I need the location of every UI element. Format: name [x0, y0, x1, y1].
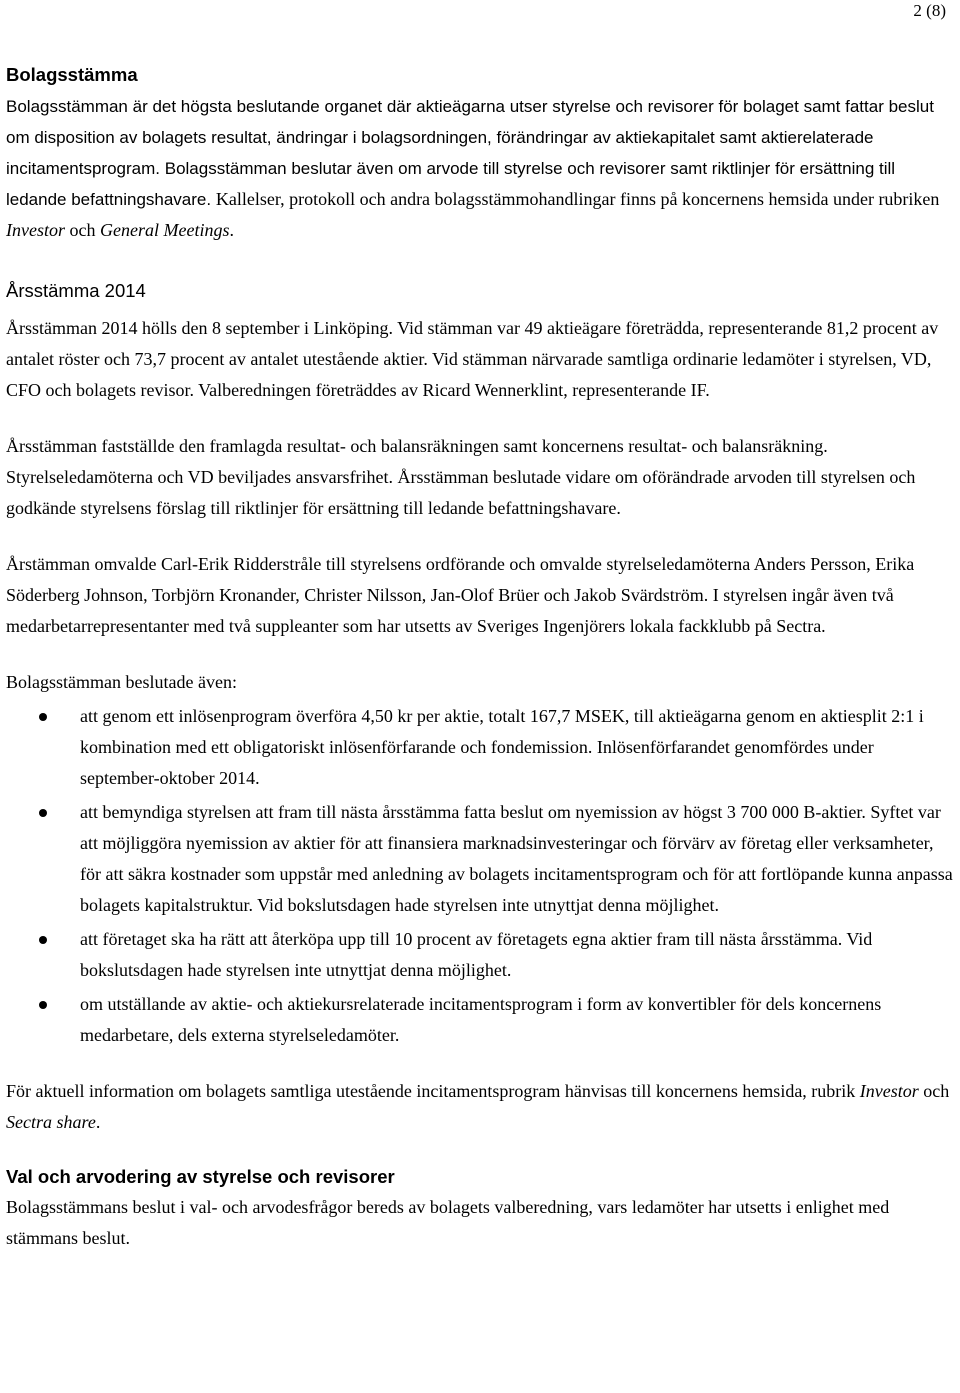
sectra-share-reference: Sectra share: [6, 1112, 96, 1132]
bullet-icon: [39, 1001, 47, 1009]
list-item-text: att genom ett inlösenprogram överföra 4,50 kr per aktie, totalt 167,7 MSEK, till aktieägarna genom en aktiesplit 2:1 i kombination med ett obligatoriskt inlösenförfarande och fondemission. Inlösenförfarandet genomfördes under september-oktober 2014.: [80, 706, 924, 788]
page-number: 2 (8): [913, 1, 946, 20]
period-text-2: .: [95, 1112, 101, 1132]
paragraph-bolagsstamma-intro: [6, 91, 956, 246]
list-item-text: att bemyndiga styrelsen att fram till nästa årsstämma fatta beslut om nyemission av högst 3 700 000 B-aktier. Syftet var att möjliggöra nyemission av aktier för att finansiera marknadsinvesteringar och förvärv av företag eller verksamheter, för att säkra kostnader som uppstår med anledning av bolagets incitamentsprogram och för att fortlöpande kunna anpassa bolagets kapitalstruktur. Vid bokslutsdagen hade styrelsen inte utnyttjat denna möjlighet.: [80, 802, 953, 915]
paragraph-arsstamma-board-election: Årstämman omvalde Carl-Erik Ridderstråle till styrelsens ordförande och omvalde styrelseledamöterna Anders Persson, Erika Söderberg Johnson, Torbjörn Kronander, Christer Nilsson, Jan-Olof Brüer och Jakob Svärdström. I styrelsen ingår även två medarbetarrepresentanter med två suppleanter som har utsetts av Sveriges Ingenjörers lokala fackklubb på Sectra.: [6, 554, 915, 636]
period-text: .: [229, 220, 234, 240]
investor-reference-2: Investor: [859, 1081, 919, 1101]
investor-reference: Investor: [6, 220, 65, 240]
paragraph-val-och-arvodering: Bolagsstämmans beslut i val- och arvodesfrågor bereds av bolagets valberedning, vars ledamöter har utsetts i enlighet med stämmans beslut.: [6, 1197, 890, 1248]
och-text-2: och: [923, 1081, 950, 1101]
list-item: [6, 701, 956, 794]
section-heading-val-och-arvodering: Val och arvodering av styrelse och revisorer: [6, 1166, 395, 1187]
list-item-text: om utställande av aktie- och aktiekursrelaterade incitamentsprogram i form av konvertibler för dels koncernens medarbetare, dels externa styrelseledamöter.: [80, 994, 882, 1045]
bullet-icon: [39, 809, 47, 817]
decision-list: [6, 701, 956, 1051]
paragraph-arsstamma-decisions: Årsstämman fastställde den framlagda resultat- och balansräkningen samt koncernens resultat- och balansräkning. Styrelseledamöterna och VD beviljades ansvarsfrihet. Årsstämman beslutade vidare om oförändrade arvoden till styrelsen och godkände styrelsens förslag till riktlinjer för ersättning till ledande befattningshavare.: [6, 436, 916, 518]
paragraph-arsstamma-attendance: Årsstämman 2014 hölls den 8 september i Linköping. Vid stämman var 49 aktieägare företrädda, representerande 81,2 procent av antalet röster och 73,7 procent av antalet utestående aktier. Vid stämman närvarade samtliga ordinarie ledamöter i styrelsen, VD, CFO och bolagets revisor. Valberedningen företräddes av Ricard Wennerklint, representerande IF.: [6, 318, 939, 400]
document-content: [6, 63, 956, 1254]
general-meetings-reference: General Meetings: [99, 220, 230, 240]
kallelser-text: Kallelser, protokoll och andra bolagsstämmohandlingar finns på koncernens hemsida under rubriken: [215, 189, 940, 209]
incentive-info-text: För aktuell information om bolagets samtliga utestående incitamentsprogram hänvisas till koncernens hemsida, rubrik: [6, 1081, 856, 1101]
list-intro: Bolagsstämman beslutade även:: [6, 672, 237, 692]
section-heading-bolagsstamma: Bolagsstämma: [6, 64, 138, 85]
bullet-icon: [39, 936, 47, 944]
list-item: [6, 989, 956, 1051]
list-item: [6, 924, 956, 986]
section-heading-arsstamma-2014: Årsstämma 2014: [6, 280, 146, 301]
paragraph-incentive-info: [6, 1076, 956, 1138]
och-text: och: [69, 220, 96, 240]
bullet-icon: [39, 713, 47, 721]
paragraph-bolagsstamma-sans-text: Bolagsstämman är det högsta beslutande organet där aktieägarna utser styrelse och revisorer för bolaget samt fattar beslut om disposition av bolagets resultat, ändringar i bolagsordningen, förändringar av aktiekapitalet samt aktierelaterade incitamentsprogram. Bolagsstämman beslutar även om arvode till styrelse och revisorer samt riktlinjer för ersättning till ledande befattningshavare.: [6, 97, 934, 209]
list-item: [6, 797, 956, 921]
list-item-text: att företaget ska ha rätt att återköpa upp till 10 procent av företagets egna aktier fram till nästa årsstämma. Vid bokslutsdagen hade styrelsen inte utnyttjat denna möjlighet.: [80, 929, 873, 980]
